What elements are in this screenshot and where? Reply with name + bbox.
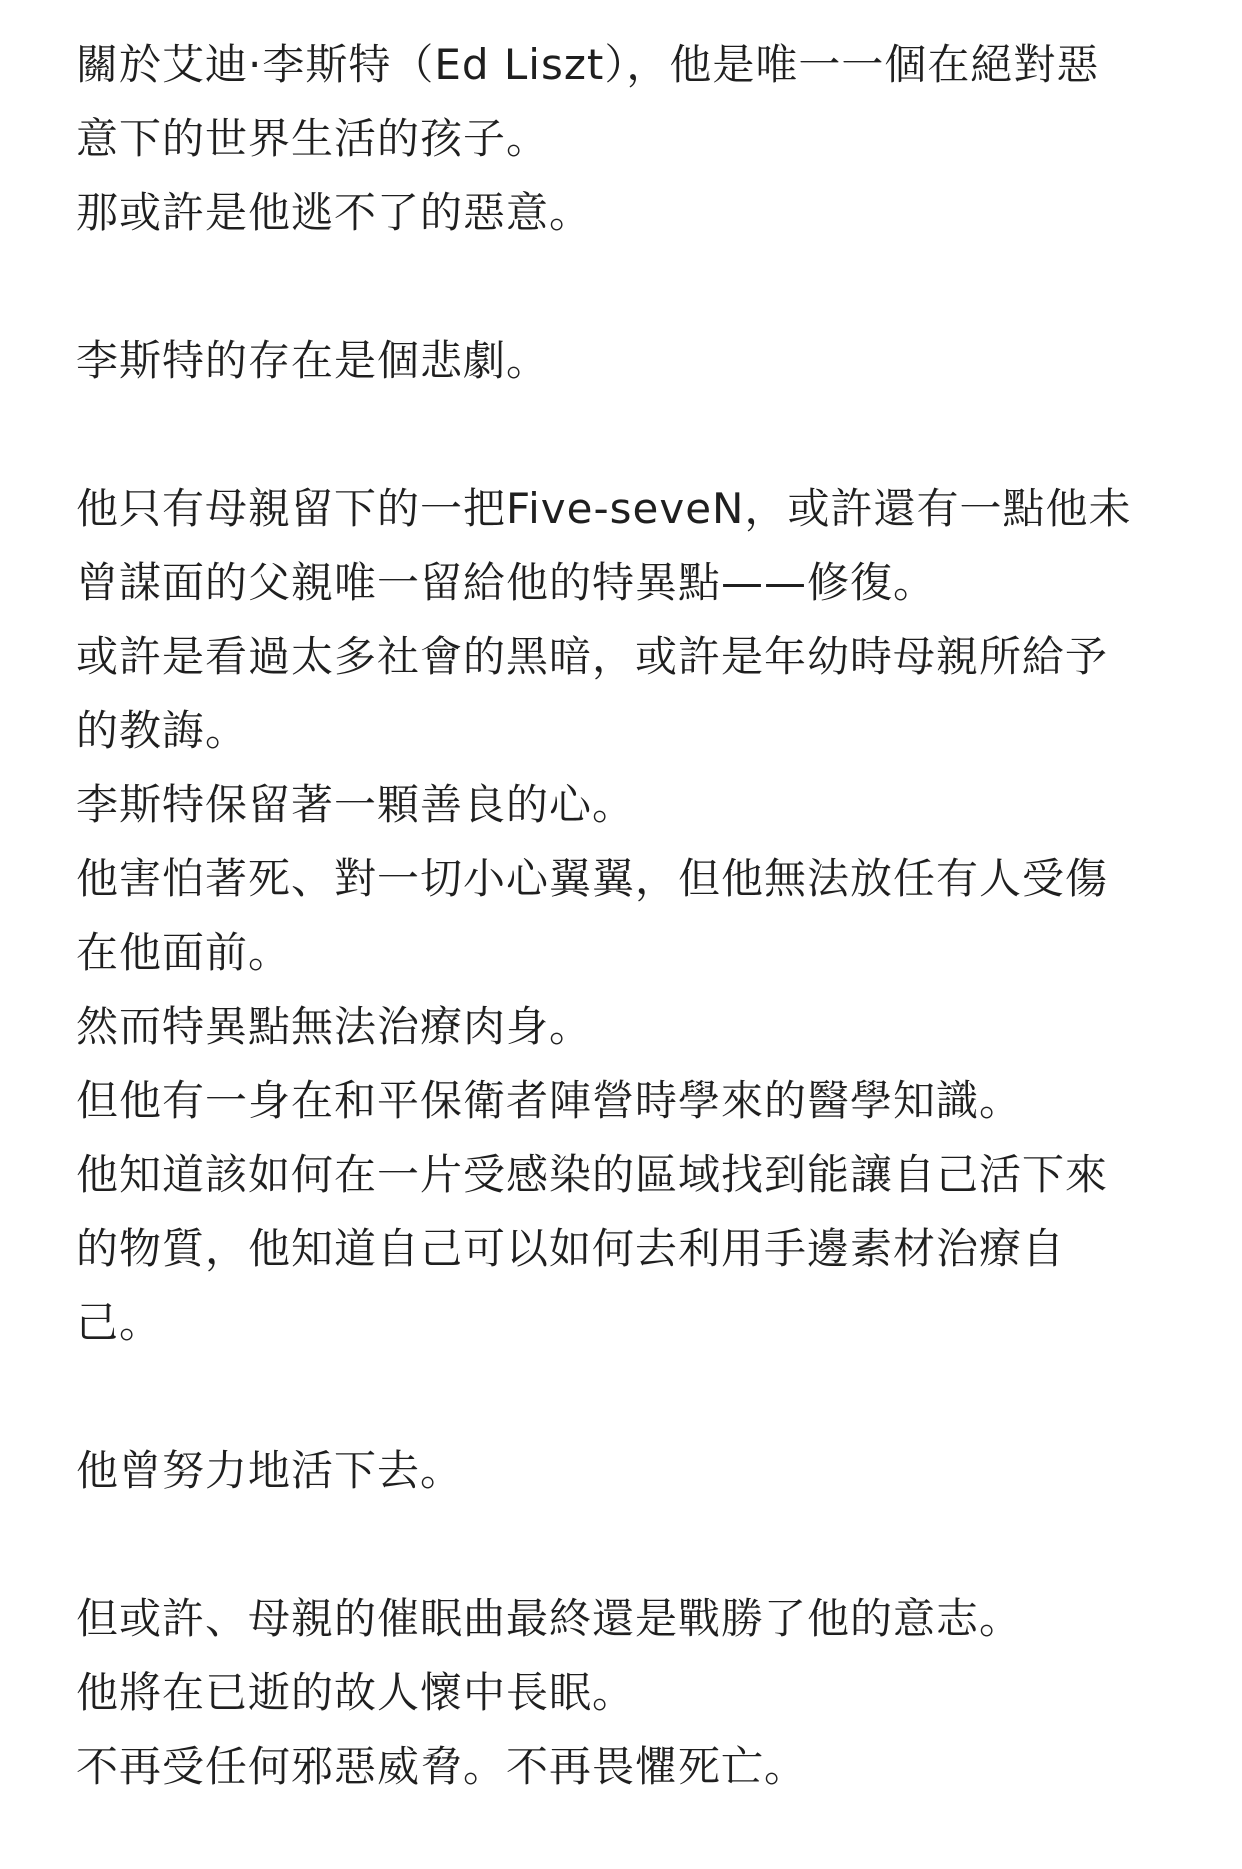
text-line: 他知道該如何在一片受感染的區域找到能讓自己活下來 bbox=[76, 1150, 1109, 1199]
text-line: 關於艾迪·李斯特（Ed Liszt），他是唯一一個在絕對惡 bbox=[76, 40, 1100, 89]
text-line: 但或許、母親的催眠曲最終還是戰勝了他的意志。 bbox=[76, 1594, 1023, 1643]
text-line: 的教誨。 bbox=[76, 706, 249, 755]
paragraph-gap bbox=[76, 250, 1186, 324]
text-line: 或許是看過太多社會的黑暗，或許是年幼時母親所給予 bbox=[76, 632, 1109, 681]
text-line: 然而特異點無法治療肉身。 bbox=[76, 1002, 593, 1051]
paragraph-intro bbox=[76, 28, 1186, 250]
text-line: 李斯特的存在是個悲劇。 bbox=[76, 336, 550, 385]
text-line: 的物質，他知道自己可以如何去利用手邊素材治療自 bbox=[76, 1224, 1066, 1273]
text-line: 在他面前。 bbox=[76, 928, 292, 977]
text-line: 他害怕著死、對一切小心翼翼，但他無法放任有人受傷 bbox=[76, 854, 1109, 903]
paragraph-gap bbox=[76, 398, 1186, 472]
text-line: 他將在已逝的故人懷中長眠。 bbox=[76, 1668, 636, 1717]
paragraph-struggle bbox=[76, 1434, 1186, 1508]
text-line: 意下的世界生活的孩子。 bbox=[76, 114, 550, 163]
text-line: 他只有母親留下的一把Five-seveN，或許還有一點他未 bbox=[76, 484, 1132, 533]
paragraph-background bbox=[76, 472, 1186, 1360]
text-line: 己。 bbox=[76, 1298, 163, 1347]
text-line: 曾謀面的父親唯一留給他的特異點——修復。 bbox=[76, 558, 937, 607]
paragraph-gap bbox=[76, 1360, 1186, 1434]
text-line: 但他有一身在和平保衛者陣營時學來的醫學知識。 bbox=[76, 1076, 1023, 1125]
paragraph-tragedy bbox=[76, 324, 1186, 398]
text-line: 那或許是他逃不了的惡意。 bbox=[76, 188, 593, 237]
text-line: 不再受任何邪惡威脅。不再畏懼死亡。 bbox=[76, 1742, 808, 1791]
text-line: 他曾努力地活下去。 bbox=[76, 1446, 464, 1495]
text-line: 李斯特保留著一顆善良的心。 bbox=[76, 780, 636, 829]
document-body bbox=[76, 28, 1186, 1804]
paragraph-ending bbox=[76, 1582, 1186, 1804]
paragraph-gap bbox=[76, 1508, 1186, 1582]
